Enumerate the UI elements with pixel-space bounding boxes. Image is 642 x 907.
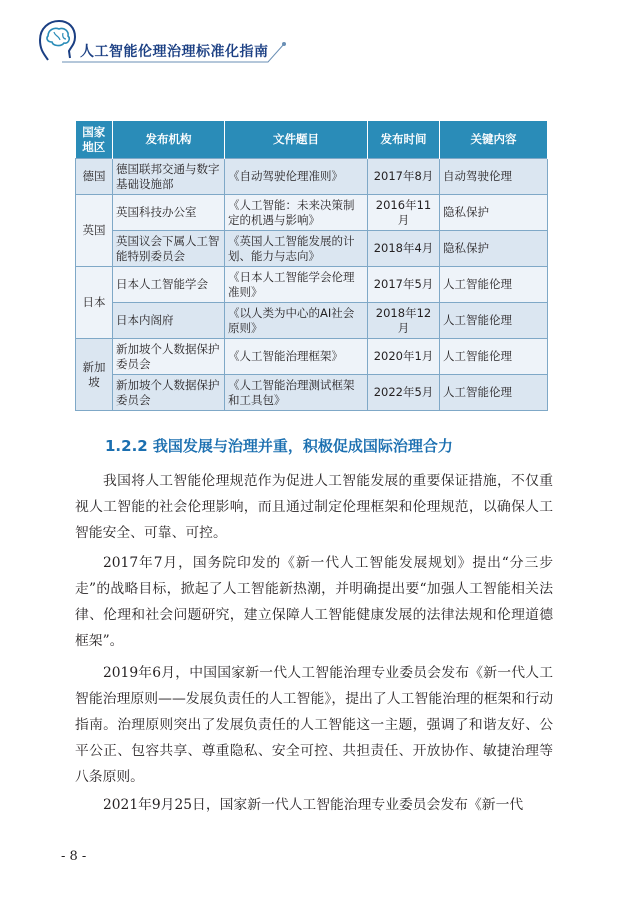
title-cell: 《以人类为中心的AI社会原则》 (225, 303, 368, 339)
date-cell: 2020年1月 (368, 339, 440, 375)
date-cell: 2017年5月 (368, 267, 440, 303)
org-cell: 英国科技办公室 (113, 195, 225, 231)
country-cell: 英国 (76, 195, 113, 267)
content-cell: 人工智能伦理 (440, 303, 548, 339)
page-number: - 8 - (61, 849, 87, 864)
date-cell: 2018年12月 (368, 303, 440, 339)
country-cell: 日本 (76, 267, 113, 339)
table-row (76, 339, 548, 375)
column-header-org: 发布机构 (113, 121, 225, 159)
content-cell: 自动驾驶伦理 (440, 159, 548, 195)
country-cell: 德国 (76, 159, 113, 195)
country-cell: 新加坡 (76, 339, 113, 411)
regulations-table (75, 121, 548, 411)
table-row (76, 159, 548, 195)
date-cell: 2022年5月 (368, 375, 440, 411)
title-cell: 《自动驾驶伦理准则》 (225, 159, 368, 195)
org-cell: 日本人工智能学会 (113, 267, 225, 303)
date-cell: 2016年11月 (368, 195, 440, 231)
body-paragraph: 2017年7月，国务院印发的《新一代人工智能发展规划》提出“分三步走”的战略目标，掀起了人工智能新热潮，并明确提出要“加强人工智能相关法律、伦理和社会问题研究，建立保障人工智能健康发展的法律法规和伦理道德框架”。 (75, 555, 553, 649)
column-header-date: 发布时间 (368, 121, 440, 159)
title-cell: 《日本人工智能学会伦理准则》 (225, 267, 368, 303)
header-title: 人工智能伦理治理标准化指南 (80, 44, 269, 60)
table-row (76, 375, 548, 411)
content-cell: 人工智能伦理 (440, 267, 548, 303)
column-header-content: 关键内容 (440, 121, 548, 159)
org-cell: 日本内阁府 (113, 303, 225, 339)
section-heading: 1.2.2 我国发展与治理并重，积极促成国际治理合力 (105, 437, 453, 455)
date-cell: 2018年4月 (368, 231, 440, 267)
table-row (76, 267, 548, 303)
column-header-country: 国家 地区 (76, 121, 113, 159)
title-cell: 《人工智能：未来决策制定的机遇与影响》 (225, 195, 368, 231)
table-row (76, 195, 548, 231)
table-row (76, 303, 548, 339)
body-paragraph: 我国将人工智能伦理规范作为促进人工智能发展的重要保证措施，不仅重视人工智能的社会伦理影响，而且通过制定伦理框架和伦理规范，以确保人工智能安全、可靠、可控。 (75, 473, 553, 541)
content-cell: 人工智能伦理 (440, 339, 548, 375)
date-cell: 2017年8月 (368, 159, 440, 195)
table-row (76, 231, 548, 267)
org-cell: 新加坡个人数据保护委员会 (113, 339, 225, 375)
org-cell: 德国联邦交通与数字基础设施部 (113, 159, 225, 195)
table-header-row (76, 121, 548, 159)
title-cell: 《人工智能治理测试框架和工具包》 (225, 375, 368, 411)
page-header (0, 0, 642, 80)
content-cell: 隐私保护 (440, 195, 548, 231)
body-paragraph: 2021年9月25日，国家新一代人工智能治理专业委员会发布《新一代 (103, 797, 524, 813)
title-cell: 《英国人工智能发展的计划、能力与志向》 (225, 231, 368, 267)
content-cell: 隐私保护 (440, 231, 548, 267)
title-cell: 《人工智能治理框架》 (225, 339, 368, 375)
content-cell: 人工智能伦理 (440, 375, 548, 411)
body-paragraph: 2019年6月，中国国家新一代人工智能治理专业委员会发布《新一代人工智能治理原则——发展负责任的人工智能》，提出了人工智能治理的框架和行动指南。治理原则突出了发展负责任的人工智能这一主题，强调了和谐友好、公平公正、包容共享、尊重隐私、安全可控、共担责任、开放协作、敏捷治理等八条原则。 (75, 665, 553, 785)
header-divider-icon (60, 30, 290, 80)
org-cell: 英国议会下属人工智能特别委员会 (113, 231, 225, 267)
column-header-title: 文件题目 (225, 121, 368, 159)
org-cell: 新加坡个人数据保护委员会 (113, 375, 225, 411)
